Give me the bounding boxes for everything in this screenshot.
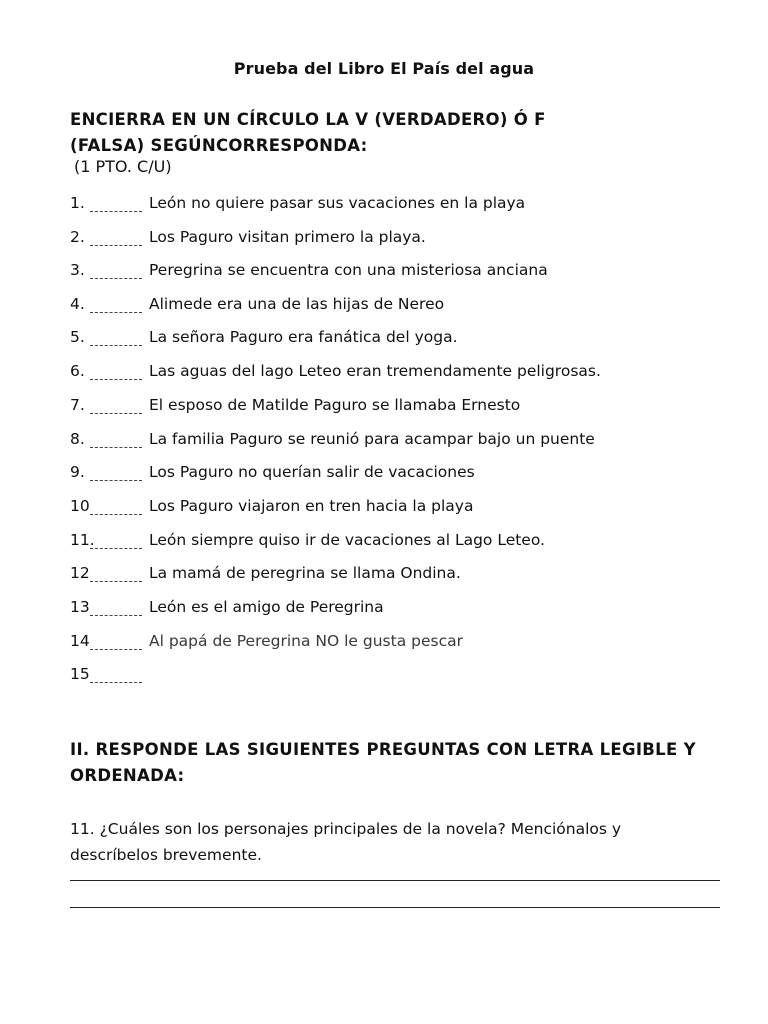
question-number: 3.	[70, 261, 85, 279]
section2-heading-line2: ORDENADA:	[70, 766, 185, 785]
question-text: Las aguas del lago Leteo eran tremendamente peligrosas.	[149, 362, 601, 380]
answer-blank[interactable]	[90, 278, 142, 279]
answer-blank[interactable]	[90, 413, 142, 414]
answer-blank[interactable]	[90, 245, 142, 246]
section2-heading-prefix: II	[70, 740, 83, 759]
question-text: León siempre quiso ir de vacaciones al Lago Leteo.	[149, 531, 545, 549]
section1-heading	[70, 107, 730, 159]
page-title: Prueba del Libro El País del agua	[233, 59, 535, 78]
question-text: Alimede era una de las hijas de Nereo	[149, 295, 445, 313]
question-text: El esposo de Matilde Paguro se llamaba Ernesto	[149, 396, 521, 414]
answer-blank[interactable]	[90, 682, 142, 683]
answer-blank[interactable]	[90, 615, 142, 616]
question-text: La mamá de peregrina se llama Ondina.	[149, 564, 461, 582]
question-text: Los Paguro visitan primero la playa.	[149, 228, 426, 246]
question-number: 8.	[70, 430, 85, 448]
question-number: 12	[70, 564, 90, 582]
question-item-8	[70, 427, 710, 453]
question-number: 10	[70, 497, 90, 515]
answer-blank[interactable]	[90, 312, 142, 313]
section1-heading-line2: (FALSA) SEGÚNCORRESPONDA:	[70, 136, 368, 155]
answer-blank[interactable]	[90, 345, 142, 346]
points-note: (1 PTO. C/U)	[74, 157, 172, 176]
answer-blank[interactable]	[90, 548, 142, 549]
question-number: 7.	[70, 396, 85, 414]
question-item-4	[70, 292, 710, 318]
question-item-13	[70, 595, 710, 621]
question-item-1	[70, 191, 710, 217]
question-number: 2.	[70, 228, 85, 246]
open-question	[70, 816, 710, 868]
question-text: León es el amigo de Peregrina	[149, 598, 384, 616]
question-item-5	[70, 325, 710, 351]
question-number: 14	[70, 632, 90, 650]
answer-blank[interactable]	[90, 581, 142, 582]
section2-heading-rest: . RESPONDE LAS SIGUIENTES PREGUNTAS CON LETRA LEGIBLE Y	[82, 740, 696, 759]
question-item-7	[70, 393, 710, 419]
question-number: 9.	[70, 463, 85, 481]
open-question-line2: descríbelos brevemente.	[70, 846, 262, 864]
question-item-3	[70, 258, 710, 284]
question-item-9	[70, 460, 710, 486]
answer-blank[interactable]	[90, 649, 142, 650]
question-number: 13	[70, 598, 90, 616]
answer-blank[interactable]	[90, 480, 142, 481]
section1-heading-line1: ENCIERRA EN UN CÍRCULO LA V (VERDADERO) Ó F	[70, 110, 546, 129]
question-text: La familia Paguro se reunió para acampar bajo un puente	[149, 430, 595, 448]
answer-line-1[interactable]	[70, 880, 720, 881]
question-number: 15	[70, 665, 90, 683]
question-item-2	[70, 225, 710, 251]
question-text: Peregrina se encuentra con una misteriosa anciana	[149, 261, 548, 279]
answer-line-2[interactable]	[70, 907, 720, 908]
answer-blank[interactable]	[90, 379, 142, 380]
answer-blank[interactable]	[90, 211, 142, 212]
question-number: 6.	[70, 362, 85, 380]
question-item-12	[70, 561, 710, 587]
section2-heading-line1	[70, 737, 730, 763]
open-question-line1: 11. ¿Cuáles son los personajes principales de la novela? Menciónalos y	[70, 820, 622, 838]
question-number: 1.	[70, 194, 85, 212]
question-item-15	[70, 662, 710, 688]
question-text: Los Paguro viajaron en tren hacia la playa	[149, 497, 474, 515]
question-text: Los Paguro no querían salir de vacaciones	[149, 463, 475, 481]
answer-blank[interactable]	[90, 514, 142, 515]
question-text: León no quiere pasar sus vacaciones en la playa	[149, 194, 526, 212]
question-text: Al papá de Peregrina NO le gusta pescar	[149, 632, 463, 650]
question-item-6	[70, 359, 710, 385]
question-item-11	[70, 528, 710, 554]
question-number: 11.	[70, 531, 95, 549]
question-item-14	[70, 629, 710, 655]
answer-blank[interactable]	[90, 447, 142, 448]
question-number: 5.	[70, 328, 85, 346]
question-item-10	[70, 494, 710, 520]
question-text: La señora Paguro era fanática del yoga.	[149, 328, 458, 346]
question-number: 4.	[70, 295, 85, 313]
section2-heading	[70, 737, 730, 789]
